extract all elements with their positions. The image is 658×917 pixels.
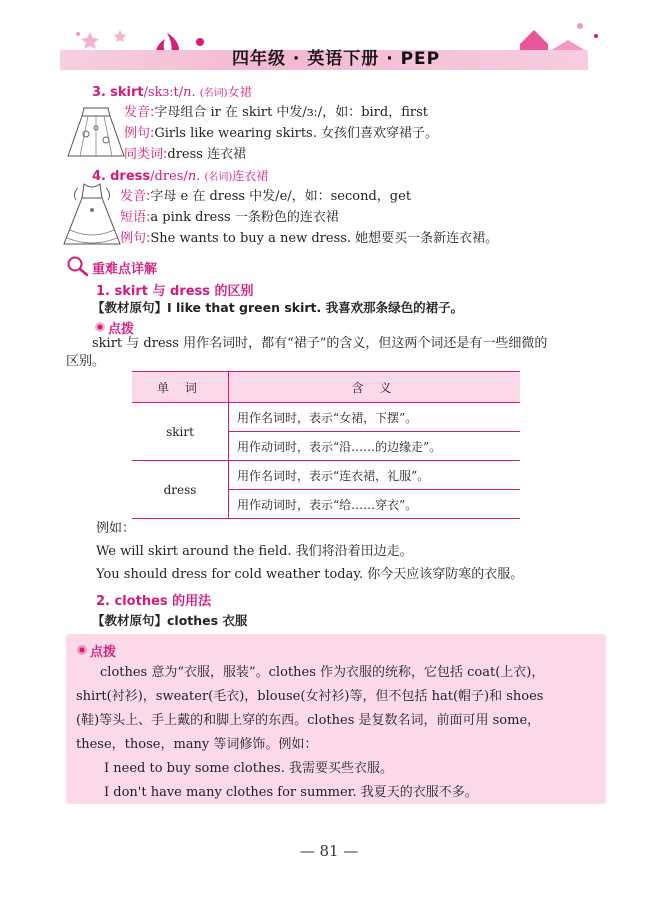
row-label: 同类词: xyxy=(124,147,168,162)
entry-pos-cn: (名词) xyxy=(204,172,233,183)
table-meaning-cell: 用作动词时，表示“沿……的边缘走”。 xyxy=(229,432,521,461)
row-label: 发音: xyxy=(120,189,151,204)
example-label: 例如： xyxy=(96,521,136,536)
entry-row xyxy=(124,125,438,143)
tip-paragraph-line: clothes 意为“衣服，服装”。clothes 作为衣服的统称，它包括 coat(上衣)， xyxy=(100,665,545,680)
table-meaning-cell: 用作名词时，表示“连衣裙，礼服”。 xyxy=(229,461,521,490)
table-row xyxy=(132,403,520,432)
row-text: 字母 e 在 dress 中发/e/，如：second，get xyxy=(150,189,412,204)
table-meaning-cell: 用作动词时，表示“给……穿衣”。 xyxy=(229,490,521,519)
tip-paragraph-line: these，those，many 等词修饰。例如： xyxy=(76,737,318,752)
skirt-illustration xyxy=(66,104,126,160)
point1-paragraph-line2: 区别。 xyxy=(66,354,106,369)
row-label: 发音: xyxy=(124,105,155,120)
entry-word: dress xyxy=(110,169,151,184)
example-sentence: We will skirt around the field. 我们将沿着田边走。 xyxy=(96,544,413,559)
page-number: — 81 — xyxy=(299,842,359,860)
entry-row xyxy=(120,188,411,206)
table-row xyxy=(132,461,520,490)
tip-paragraph-line: (鞋)等头上、手上戴的和脚上穿的东西。clothes 是复数名词，前面可用 some， xyxy=(76,713,541,728)
row-label: 例句: xyxy=(124,126,155,141)
row-text: She wants to buy a new dress. 她想要买一条新连衣裙。 xyxy=(150,231,499,246)
entry-phonetic: /skɜːt/ xyxy=(143,85,184,100)
entry-pos-cn: (名词) xyxy=(199,88,228,99)
table-word-cell: dress xyxy=(132,461,229,519)
row-label: 短语: xyxy=(120,210,151,225)
row-label: 例句: xyxy=(120,231,151,246)
entry-number: 3. xyxy=(92,85,106,100)
entry-pos: n. xyxy=(187,169,201,184)
tip-example-sentence: I don't have many clothes for summer. 我夏天的衣服不多。 xyxy=(104,785,478,800)
row-text: a pink dress 一条粉色的连衣裙 xyxy=(150,210,339,225)
row-text: Girls like wearing skirts. 女孩们喜欢穿裙子。 xyxy=(154,126,438,141)
point2-heading: 2. clothes 的用法 xyxy=(96,594,212,609)
header-title: 四年级 · 英语下册 · PEP xyxy=(232,49,441,69)
table-header-row xyxy=(132,372,520,403)
dress-illustration xyxy=(60,180,124,250)
tip-bullet-icon xyxy=(94,321,106,333)
row-text: dress 连衣裙 xyxy=(167,147,247,162)
skirt-dress-table xyxy=(132,371,520,519)
entry-meaning: 女裙 xyxy=(227,85,252,99)
table-meaning-cell: 用作名词时，表示“女裙，下摆”。 xyxy=(229,403,521,432)
entry-row xyxy=(124,104,428,122)
table-word-cell: skirt xyxy=(132,403,229,461)
entry-skirt-heading xyxy=(92,83,252,103)
entry-number: 4. xyxy=(92,169,106,184)
tip-paragraph-line: shirt(衬衫)，sweater(毛衣)，blouse(女衬衫)等，但不包括 hat(帽子)和 shoes xyxy=(76,689,544,704)
magnifier-icon xyxy=(66,255,90,277)
entry-pos: n. xyxy=(183,85,196,100)
entry-row xyxy=(120,230,498,248)
example-sentence: You should dress for cold weather today. 你今天应该穿防寒的衣服。 xyxy=(96,567,524,582)
point1-tip-label: 点拨 xyxy=(108,322,135,337)
table-header-word: 单 词 xyxy=(132,372,229,403)
point2-source: 【教材原句】clothes 衣服 xyxy=(92,613,248,628)
table-header-meaning: 含 义 xyxy=(229,372,521,403)
point1-paragraph-line1: skirt 与 dress 用作名词时，都有“裙子”的含义，但这两个词还是有一些细微的 xyxy=(92,336,548,351)
point1-source: 【教材原句】I like that green skirt. 我喜欢那条绿色的裙子。 xyxy=(92,300,464,315)
entry-dress-heading xyxy=(92,167,268,187)
tip-example-sentence: I need to buy some clothes. 我需要买些衣服。 xyxy=(104,761,393,776)
point1-heading: 1. skirt 与 dress 的区别 xyxy=(96,284,254,299)
entry-meaning: 连衣裙 xyxy=(232,169,269,183)
tip-bullet-icon xyxy=(76,644,88,656)
entry-row xyxy=(120,209,339,227)
point2-tip-label: 点拨 xyxy=(90,645,117,660)
section-title: 重难点详解 xyxy=(92,262,158,277)
row-text: 字母组合 ir 在 skirt 中发/ɜː/，如：bird，first xyxy=(154,105,428,120)
entry-phonetic: /dres/ xyxy=(150,169,188,184)
entry-row xyxy=(124,146,246,164)
entry-word: skirt xyxy=(110,85,144,100)
